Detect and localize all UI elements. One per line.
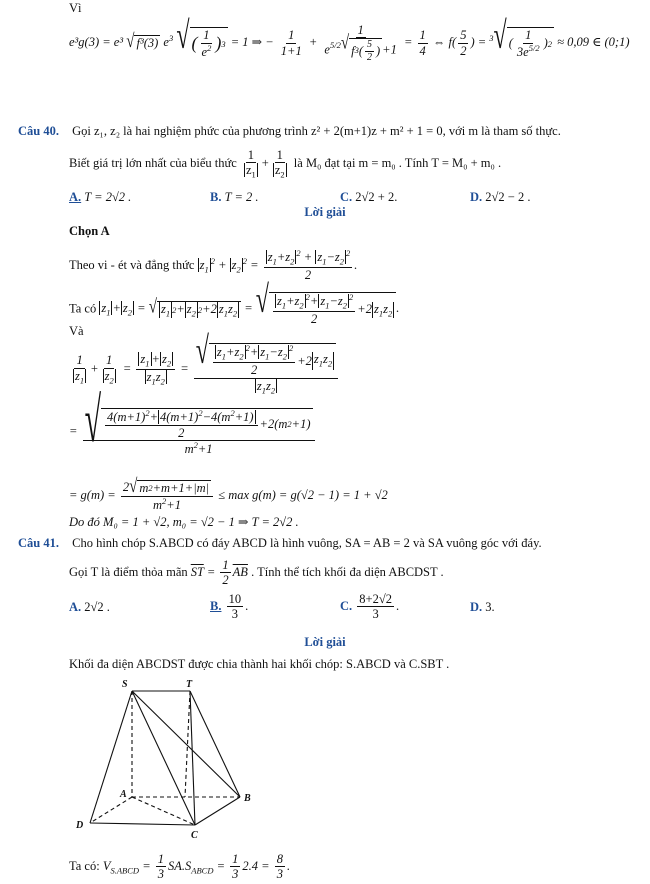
question-41-label: Câu 41. [18,536,59,550]
q40-conclusion: Do đó M₀ = 1 + √2, m₀ = √2 − 1 ⇒ T = 2√2 . [69,515,299,529]
q40-gm: = g(m) = 2 √ m 2 +m+1+|m| $m^2+1$ ≤ max g(m) = g(√2 − 1) = 1 + √2 [69,476,388,512]
q40-expression-2: = √ $\frac{4(m+1)^2+ 4(m+1)^2-4(m^2+1)}{2}$ +2(m 2 +1) $m^2+1$ [69,408,317,456]
edge-tc [190,691,195,825]
edge-ad [90,797,132,823]
q41-solution-title: Lời giải [304,635,346,649]
edge-cb [195,797,240,825]
q41-volume: Ta có: $V_{S.ABCD}$ = $\frac{1}{3}$ $SA.S_{ABCD}$ = $\frac{1}{3}$ 2.4 = $\frac{8}{3}$ . [69,852,291,882]
edge-sd [90,691,132,823]
question-40-line2: Biết giá trị lớn nhất của biểu thức $\frac{1}{z_1}$ + $\frac{1}{z_2}$ là M₀ đạt tại m = m₀ . Tính T = M₀ + m₀ . [69,148,502,180]
q41-option-b[interactable]: B. $\frac{10}{3}$ . [210,592,249,622]
q40-va: Và [69,324,84,338]
q40-taco: Ta có $z_1 + z_2$ = √ $z_1$ 2 + $z_2$ 2 +2 $z_1z_2$ = √ $\frac{z_1+z_2^2+ z_1-z_2^2}{2}$ +2 $z_1z_2$ . [69,279,400,327]
edge-sb [132,691,240,797]
q41-option-a[interactable]: A. 2√2 . [69,600,110,614]
edge-sc [132,691,195,825]
question-41-text: Cho hình chóp S.ABCD có đáy ABCD là hình vuông, SA = AB = 2 và SA vuông góc với đáy. [72,536,542,550]
label-b: B [244,793,251,804]
edge-ac [132,797,195,825]
q40-vieta: Theo vi - ét và đẳng thức $z_1^2 + z_2^2$ = $\frac{z_1+z_2^2 + z_1-z_2^2}{2}$ . [69,248,358,283]
q40-option-c[interactable]: C. 2√2 + 2. [340,190,398,204]
q40-choose: Chọn A [69,224,110,238]
q40-option-b[interactable]: B. T = 2 . [210,190,259,204]
question-40-label: Câu 40. [18,124,59,138]
edge-tb [190,691,240,797]
q40-solution-title: Lời giải [304,205,346,219]
edge-dc [90,823,195,825]
formula-line-1: e³g(3) = e³ √ f³(3) $e^3$ √ ( $\frac{1}{e^2}$ ) 3 = 1 ⇒ − $\frac{1}{1+1}$ + 1 $e^{5/2}$ √ f 3 ( $\frac{5}{2}$ ) +1 = $\frac{1}{4}$ ⇔ f( $\frac{5}{2}$ ) = $^3$ √ ( $\frac{1}{3e^{5/2}}$ ) 2 ≈ 0,09 ∈ (0;1) [69,16,630,63]
label-t: T [186,679,193,690]
question-41 [18,536,542,551]
question-40 [18,124,561,139]
label-c: C [191,830,198,841]
question-40-text: Gọi z₁, z₂ là hai nghiệm phức của phương trình z² + 2(m+1)z + m² + 1 = 0, với m là tham số thực. [72,124,561,138]
q41-option-c[interactable]: C. $\frac{8+2√2}{3}$ . [340,592,400,622]
top-label: Vì [69,1,82,15]
q41-option-d[interactable]: D. 3. [470,600,495,614]
pyramid-figure [60,675,280,845]
q41-split-text: Khối đa diện ABCDST được chia thành hai khối chóp: S.ABCD và C.SBT . [69,657,450,671]
q40-expression-1: $\frac{1}{z_1}$ + $\frac{1}{z_2}$ = $\frac{z_1 + z_2}{z_1z_2}$ = √ $\frac{z_1+z_2^2+ z_1-z_2^2}{2}$ +2 $z_1z_2$ $z_1z_2$ [69,343,340,396]
q40-option-a[interactable]: A. T = 2√2 . [69,190,132,204]
label-d: D [76,820,84,831]
q40-option-d[interactable]: D. 2√2 − 2 . [470,190,531,204]
question-41-line2: Gọi T là điểm thỏa mãn $\overline{ST}$ = $\frac{1}{2}$ $\overline{AB}$ . Tính thể tích khối đa diện ABCDST . [69,558,444,588]
label-s: S [122,679,128,690]
label-a: A [120,789,127,800]
